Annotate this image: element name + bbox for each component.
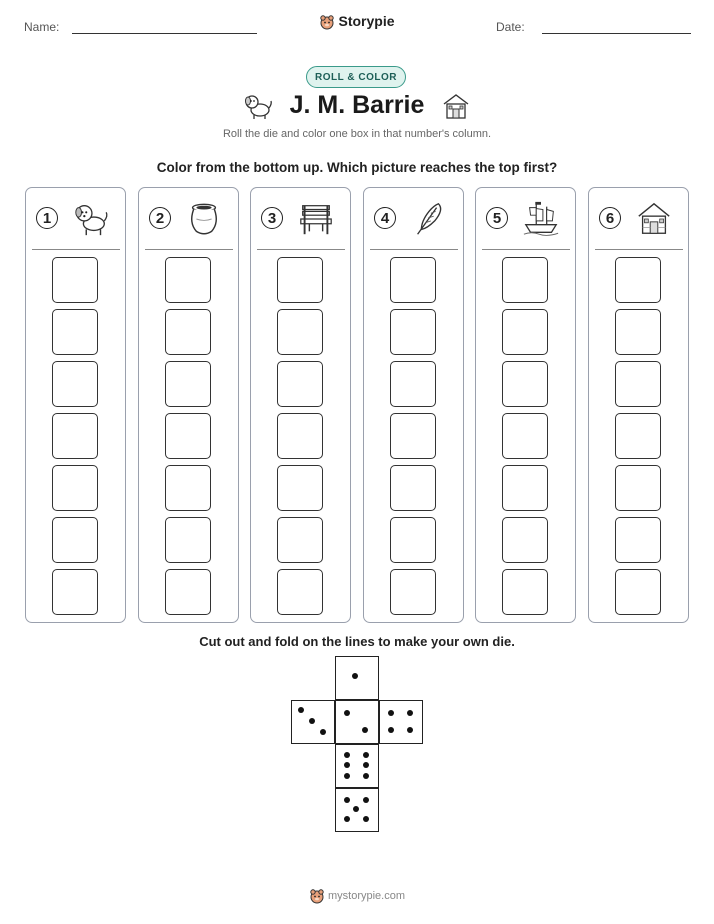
pip (344, 752, 350, 758)
column-4 (363, 187, 464, 623)
color-box[interactable] (502, 413, 548, 459)
color-box[interactable] (52, 413, 98, 459)
pip (363, 797, 369, 803)
name-label: Name: (24, 20, 60, 34)
pip (353, 806, 359, 812)
pip (344, 816, 350, 822)
color-box[interactable] (52, 517, 98, 563)
color-box[interactable] (165, 257, 211, 303)
pip (363, 773, 369, 779)
column-divider (145, 249, 233, 250)
color-box[interactable] (615, 413, 661, 459)
color-box[interactable] (502, 465, 548, 511)
die-face-1 (335, 656, 379, 700)
column-divider (32, 249, 120, 250)
color-box[interactable] (277, 309, 323, 355)
column-number: 5 (486, 207, 508, 229)
column-2 (138, 187, 239, 623)
column-divider (370, 249, 458, 250)
feather-icon (410, 200, 448, 238)
column-5 (475, 187, 576, 623)
footer-url[interactable]: mystorypie.com (327, 889, 406, 902)
color-box[interactable] (165, 569, 211, 615)
pip (320, 729, 326, 735)
dog-icon (72, 200, 110, 238)
house-icon (441, 92, 471, 120)
column-divider (595, 249, 683, 250)
color-box[interactable] (615, 257, 661, 303)
pot-icon (185, 200, 223, 238)
color-box[interactable] (502, 361, 548, 407)
footer (0, 888, 714, 904)
color-box[interactable] (615, 309, 661, 355)
color-box[interactable] (165, 413, 211, 459)
column-number: 6 (599, 207, 621, 229)
color-box[interactable] (502, 569, 548, 615)
column-1 (25, 187, 126, 623)
color-box[interactable] (277, 569, 323, 615)
color-box[interactable] (277, 361, 323, 407)
pip (344, 762, 350, 768)
column-number: 3 (261, 207, 283, 229)
house-icon (635, 200, 673, 238)
pip (352, 673, 358, 679)
color-box[interactable] (277, 413, 323, 459)
date-label: Date: (496, 20, 525, 34)
die-face-5 (335, 788, 379, 832)
column-3 (250, 187, 351, 623)
color-box[interactable] (615, 517, 661, 563)
pirate-ship-icon (522, 200, 560, 238)
color-box[interactable] (390, 465, 436, 511)
color-box[interactable] (52, 361, 98, 407)
color-box[interactable] (502, 257, 548, 303)
storypie-mascot-icon (319, 14, 335, 30)
pip (344, 773, 350, 779)
die-instruction: Cut out and fold on the lines to make your own die. (199, 634, 515, 649)
color-box[interactable] (277, 517, 323, 563)
name-line[interactable] (72, 33, 257, 34)
subtitle: Roll the die and color one box in that number's column. (222, 128, 492, 140)
color-box[interactable] (502, 309, 548, 355)
color-box[interactable] (390, 569, 436, 615)
color-box[interactable] (502, 517, 548, 563)
color-box[interactable] (390, 309, 436, 355)
brand-name: Storypie (338, 13, 395, 29)
color-box[interactable] (52, 257, 98, 303)
column-6 (588, 187, 689, 623)
color-box[interactable] (165, 465, 211, 511)
color-box[interactable] (165, 361, 211, 407)
color-box[interactable] (277, 465, 323, 511)
page-title: J. M. Barrie (289, 91, 425, 119)
pip (363, 762, 369, 768)
storypie-mascot-icon (309, 888, 325, 904)
pip (388, 727, 394, 733)
color-box[interactable] (390, 257, 436, 303)
pip (309, 718, 315, 724)
pip (388, 710, 394, 716)
color-box[interactable] (165, 517, 211, 563)
column-number: 2 (149, 207, 171, 229)
column-number: 4 (374, 207, 396, 229)
pip (298, 707, 304, 713)
die-face-4 (379, 700, 423, 744)
instruction-text: Color from the bottom up. Which picture reaches the top first? (156, 160, 558, 175)
column-divider (257, 249, 345, 250)
pip (363, 752, 369, 758)
die-face-6 (335, 744, 379, 788)
color-box[interactable] (390, 413, 436, 459)
pip (344, 797, 350, 803)
color-box[interactable] (52, 309, 98, 355)
color-box[interactable] (277, 257, 323, 303)
color-box[interactable] (615, 361, 661, 407)
die-face-2 (335, 700, 379, 744)
pip (362, 727, 368, 733)
color-box[interactable] (52, 465, 98, 511)
color-box[interactable] (615, 569, 661, 615)
brand-logo (0, 13, 714, 30)
pip (344, 710, 350, 716)
color-box[interactable] (390, 517, 436, 563)
color-box[interactable] (615, 465, 661, 511)
pip (407, 710, 413, 716)
column-number: 1 (36, 207, 58, 229)
date-line[interactable] (542, 33, 691, 34)
color-box[interactable] (52, 569, 98, 615)
pip (407, 727, 413, 733)
bench-icon (297, 200, 335, 238)
roll-color-badge: ROLL & COLOR (306, 66, 406, 88)
pip (363, 816, 369, 822)
die-face-3 (291, 700, 335, 744)
color-box[interactable] (390, 361, 436, 407)
color-box[interactable] (165, 309, 211, 355)
column-divider (482, 249, 570, 250)
